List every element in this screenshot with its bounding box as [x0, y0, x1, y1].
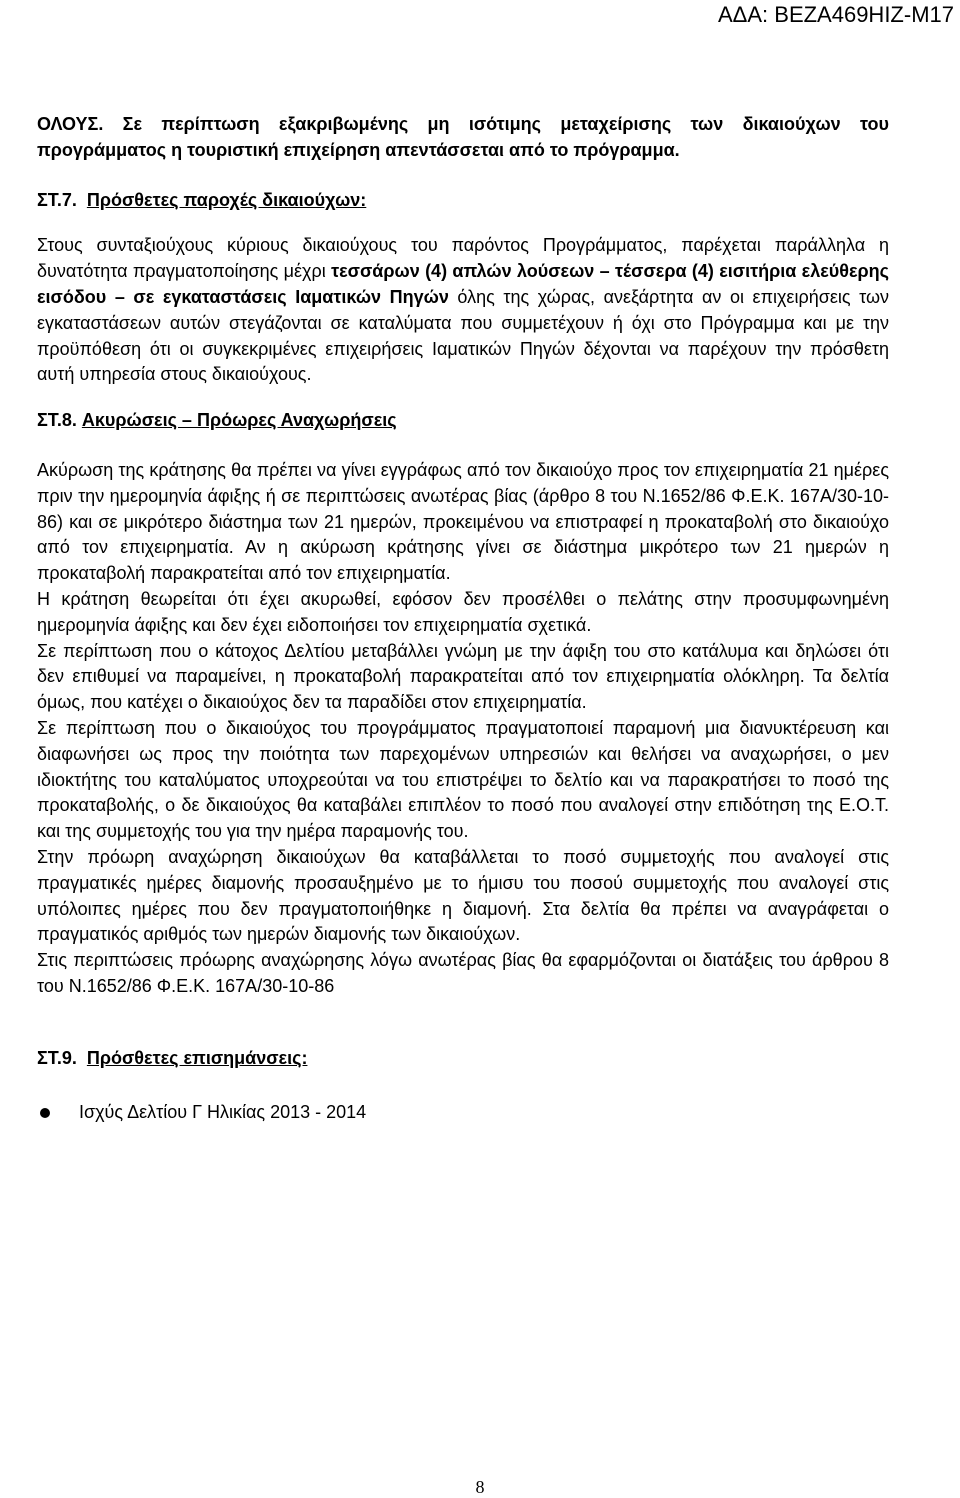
document-body: [37, 112, 889, 1125]
section-8-paragraph-cancellation: Ακύρωση της κράτησης θα πρέπει να γίνει εγγράφως από τον δικαιούχο προς τον επιχειρηματία 21 ημέρες πριν την ημερομηνία άφιξης ή σε περιπτώσεις ανωτέρας βίας (άρθρο 8 του Ν.1652/86 Φ.Ε.Κ. 167Α/30-10-86) και σε μικρότερο διάστημα των 21 ημερών, προκειμένου να επιστραφεί η προκαταβολή στο δικαιούχο από τον επιχειρηματία. Αν η ακύρωση κράτησης γίνει σε διάστημα μικρότερο των 21 ημερών η προκαταβολή παρακρατείται από τον επιχειρηματία.: [37, 459, 889, 584]
list-item: [37, 1100, 889, 1126]
section-8-paragraph-change-of-mind: Σε περίπτωση που ο κάτοχος Δελτίου μεταβάλλει γνώμη με την άφιξη του στο κατάλυμα και δηλώσει ότι δεν επιθυμεί να παραμείνει, η προκαταβολή παρακρατείται από τον επιχειρηματία ολόκληρη. Τα δελτία όμως, που κατέχει ο δικαιούχος δεν τα παραδίδει στον επιχειρηματία.: [37, 640, 889, 713]
section-8-number: ΣΤ.8.: [37, 410, 77, 431]
ada-identifier: ΑΔΑ: ΒΕΖΑ469ΗΙΖ-Μ17: [718, 2, 954, 27]
section-7-paragraph: [37, 233, 889, 388]
section-7-heading: [37, 188, 889, 214]
bullet-text: Ισχύς Δελτίου Γ Ηλικίας 2013 - 2014: [79, 1101, 367, 1122]
section-7-text-bold: τεσσάρων (4) απλών λούσεων – τέσσερα (4) εισιτήρια ελεύθερης εισόδου – σε εγκαταστάσεις Ιαματικών Πηγών: [37, 261, 889, 307]
section-8-paragraph-force-majeure: Στις περιπτώσεις πρόωρης αναχώρησης λόγω ανωτέρας βίας θα εφαρμόζονται οι διατάξεις του άρθρου 8 του Ν.1652/86 Φ.Ε.Κ. 167Α/30-10-86: [37, 950, 889, 996]
section-9-heading: [37, 1046, 889, 1072]
section-7-text-end: όλης της χώρας, ανεξάρτητα αν οι επιχειρήσεις των εγκαταστάσεων αυτών στεγάζονται σε καταλύματα που συμμετέχουν ή όχι στο Πρόγραμμα και με την προϋπόθεση ότι οι συγκεκριμένες επιχειρήσεις Ιαματικών Πηγών δέχονται να παρέχουν την πρόσθετη αυτή υπηρεσία στους δικαιούχους.: [37, 286, 889, 385]
section-9-title: Πρόσθετες επισημάνσεις:: [86, 1047, 308, 1068]
section-7-text-start: Στους συνταξιούχους κύριους δικαιούχους του παρόντος Προγράμματος, παρέχεται παράλληλα η δυνατότητα πραγματοποίησης μέχρι: [37, 235, 889, 282]
section-8-paragraph-no-show: Η κράτηση θεωρείται ότι έχει ακυρωθεί, εφόσον δεν προσέλθει ο πελάτης στην προσυμφωνημένη ημερομηνία άφιξης και δεν έχει ειδοποιήσει τον επιχειρηματία σχετικά.: [37, 588, 889, 635]
section-7-number: ΣΤ.7.: [37, 189, 77, 210]
section-9-number: ΣΤ.9.: [37, 1047, 77, 1068]
section-7-title: Πρόσθετες παροχές δικαιούχων:: [86, 189, 367, 210]
section-8-title: Ακυρώσεις – Πρόωρες Αναχωρήσεις: [81, 410, 397, 431]
section-8-heading: [37, 408, 889, 434]
page-number: 8: [475, 1477, 485, 1497]
section-8-paragraph-early-departure: Στην πρόωρη αναχώρηση δικαιούχων θα καταβάλλεται το ποσό συμμετοχής που αναλογεί στις πραγματικές ημέρες διαμονής προσαυξημένο με το ήμισυ του ποσού συμμετοχής που αναλογεί στις υπόλοιπες ημέρες που δεν πραγματοποιήθηκε η διαμονή. Στα δελτία θα πρέπει να αναγράφεται ο πραγματικός αριθμός των ημερών διαμονής των δικαιούχων.: [37, 846, 889, 945]
bullet-icon: [40, 1108, 50, 1118]
intro-paragraph: ΟΛΟΥΣ. Σε περίπτωση εξακριβωμένης μη ισότιμης μεταχείρισης των δικαιούχων του προγράμματος η τουριστική επιχείρηση απεντάσσεται από το πρόγραμμα.: [37, 114, 889, 160]
section-8-paragraph-one-night-stay: Σε περίπτωση που ο δικαιούχος του προγράμματος πραγματοποιεί παραμονή μια διανυκτέρευση και διαφωνήσει ως προς την ποιότητα των παρεχομένων υπηρεσιών και θελήσει να αναχωρήσει, ο μεν ιδιοκτήτης του καταλύματος υποχρεούται να του επιστρέψει το δελτίο και να παρακρατήσει το ποσό της προκαταβολής, ο δε δικαιούχος θα καταβάλει επιπλέον το ποσό που αναλογεί στην επιδότηση της Ε.Ο.Τ. και της συμμετοχής του για την ημέρα παραμονής του.: [37, 717, 889, 842]
